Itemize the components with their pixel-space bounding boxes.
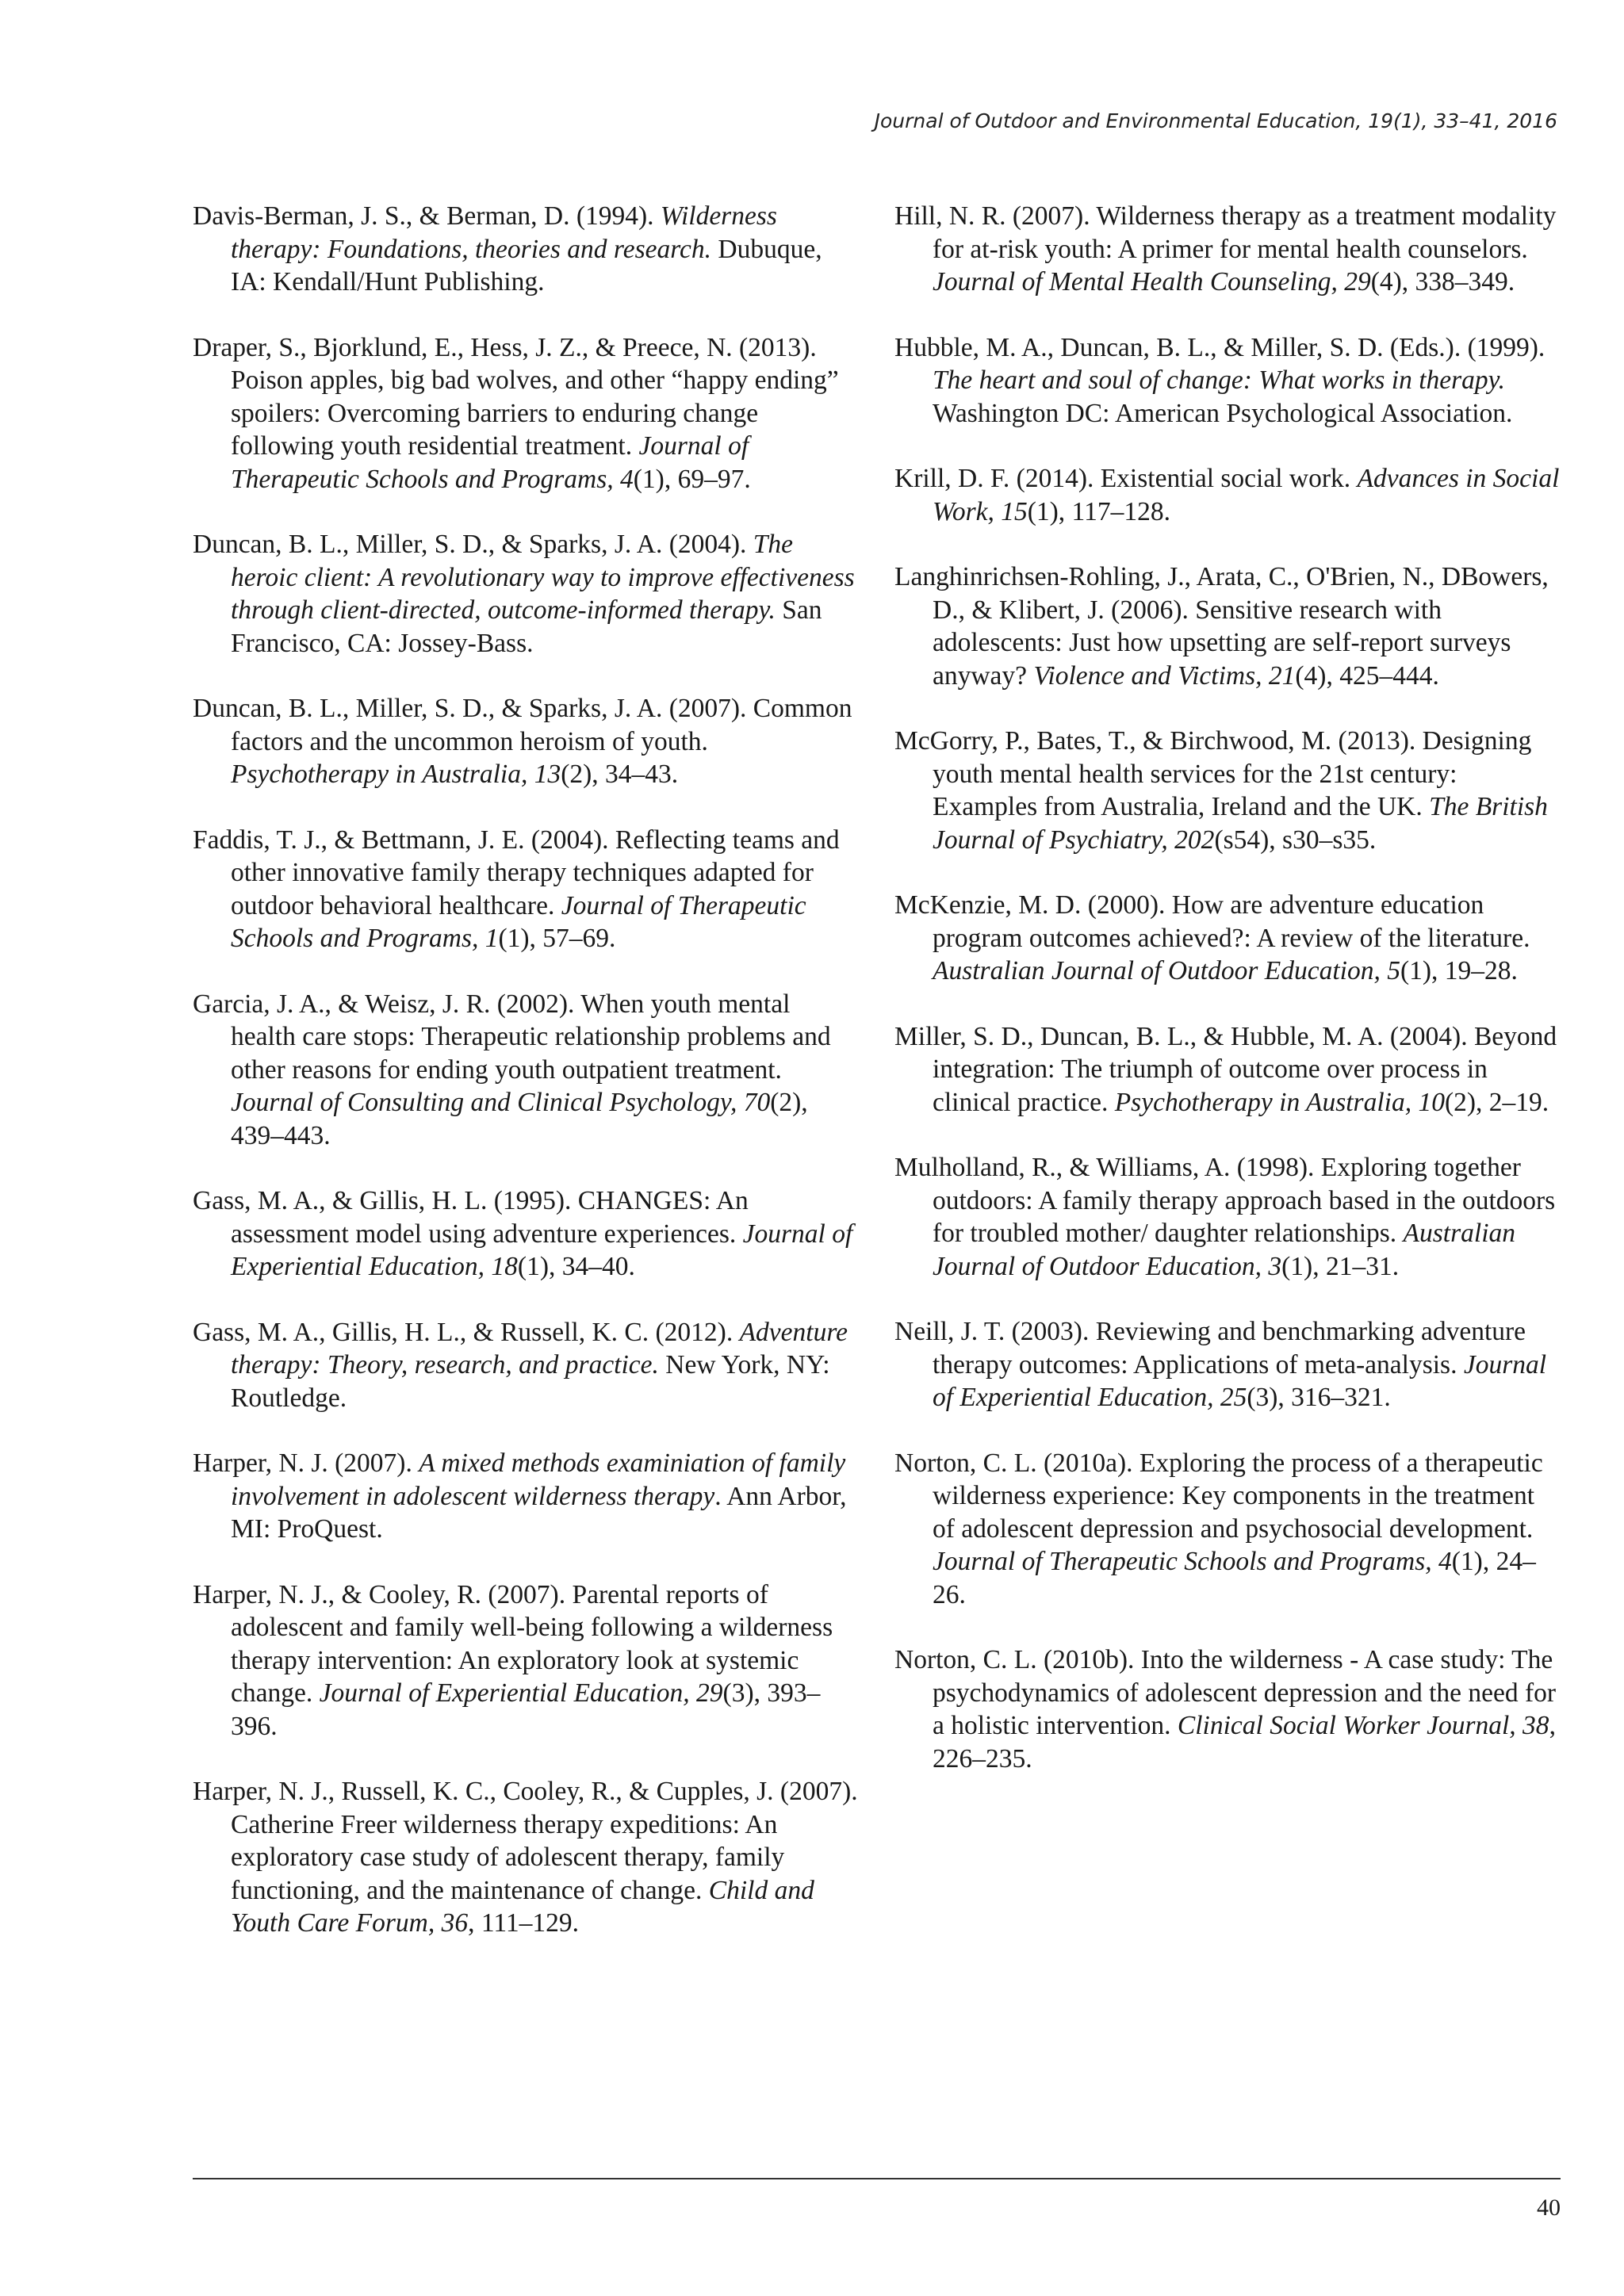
reference-entry	[193, 1184, 860, 1284]
reference-tail: Dubuque, IA: Kendall/Hunt Publishing.	[231, 234, 822, 297]
reference-source-italic: Advances in Social Work, 15	[933, 464, 1560, 526]
reference-tail: San Francisco, CA: Jossey-Bass.	[231, 595, 822, 658]
reference-entry	[894, 200, 1561, 299]
reference-tail: (4), 425–444.	[1295, 660, 1439, 691]
reference-entry	[894, 1315, 1561, 1414]
reference-text: Duncan, B. L., Miller, S. D., & Sparks, J. A. (2004).	[193, 530, 753, 559]
reference-entry	[894, 725, 1561, 856]
reference-entry	[894, 1020, 1561, 1119]
reference-tail: (1), 34–40.	[517, 1252, 635, 1281]
reference-source-italic: Journal of Mental Health Counseling, 29	[933, 267, 1371, 297]
reference-text: Norton, C. L. (2010b). Into the wilderness - A case study: The psychodynamics of adolescent depression and the need for a holistic intervention.	[894, 1645, 1557, 1740]
reference-entry	[193, 1775, 860, 1940]
reference-tail: (1), 57–69.	[498, 924, 616, 953]
reference-tail: Washington DC: American Psychological Association.	[933, 398, 1513, 428]
reference-text: Draper, S., Bjorklund, E., Hess, J. Z., & Preece, N. (2013). Poison apples, big bad wolves, and other “happy ending” spoilers: Overcoming barriers to enduring change following youth residential treatment.	[193, 332, 839, 461]
reference-text: Gass, M. A., & Gillis, H. L. (1995). CHANGES: An assessment model using adventure experiences.	[193, 1186, 749, 1249]
reference-tail: New York, NY: Routledge.	[231, 1350, 830, 1413]
reference-source-italic: Australian Journal of Outdoor Education, 5	[933, 956, 1400, 985]
reference-source-italic: Child and Youth Care Forum, 36	[231, 1875, 814, 1938]
reference-entry	[193, 200, 860, 299]
reference-tail: (1), 21–31.	[1281, 1251, 1400, 1281]
reference-source-italic: Psychotherapy in Australia, 13	[231, 760, 561, 789]
references-left-column	[193, 200, 860, 1973]
reference-source-italic: Australian Journal of Outdoor Education, 3	[933, 1219, 1516, 1281]
reference-text: Gass, M. A., Gillis, H. L., & Russell, K. C. (2012).	[193, 1317, 740, 1347]
reference-entry	[894, 331, 1561, 430]
reference-source-italic: Journal of Therapeutic Schools and Programs, 4	[231, 431, 749, 494]
reference-tail: (1), 24–26.	[933, 1547, 1536, 1609]
reference-entry	[193, 824, 860, 955]
reference-entry	[193, 331, 860, 496]
reference-text: Neill, J. T. (2003). Reviewing and benchmarking adventure therapy outcomes: Applications of meta-analysis.	[894, 1317, 1526, 1380]
reference-entry	[894, 462, 1561, 528]
reference-text: Harper, N. J., Russell, K. C., Cooley, R., & Cupples, J. (2007). Catherine Freer wilderness therapy expeditions: An exploratory case study of adolescent therapy, family functioning, and the maintenance of change.	[193, 1777, 858, 1905]
reference-source-italic: The British Journal of Psychiatry, 202	[933, 792, 1548, 855]
reference-entry	[894, 561, 1561, 692]
reference-source-italic: Clinical Social Worker Journal, 38	[1177, 1711, 1549, 1740]
reference-source-italic: The heroic client: A revolutionary way to improve effectiveness through client-directed, outcome-informed therapy.	[231, 530, 855, 625]
reference-tail: (1), 19–28.	[1400, 956, 1518, 985]
reference-entry	[894, 1151, 1561, 1283]
reference-entry	[193, 1316, 860, 1415]
reference-tail: (4), 338–349.	[1370, 267, 1515, 297]
reference-tail: (2), 2–19.	[1444, 1087, 1549, 1117]
reference-entry	[193, 988, 860, 1153]
reference-text: Harper, N. J. (2007).	[193, 1448, 419, 1478]
reference-entry	[894, 889, 1561, 988]
reference-source-italic: Journal of Experiential Education, 18	[231, 1219, 853, 1281]
reference-text: Harper, N. J., & Cooley, R. (2007). Parental reports of adolescent and family well-being following a wilderness therapy intervention: An exploratory look at systemic change.	[193, 1579, 833, 1708]
reference-tail: (1), 69–97.	[633, 464, 751, 494]
reference-text: Miller, S. D., Duncan, B. L., & Hubble, M. A. (2004). Beyond integration: The triumph of outcome over process in clinical practice.	[894, 1021, 1557, 1117]
reference-source-italic: The heart and soul of change: What works in therapy.	[933, 365, 1506, 395]
reference-source-italic: A mixed methods examiniation of family involvement in adolescent wilderness therapy	[231, 1448, 846, 1511]
reference-entry	[193, 528, 860, 660]
reference-source-italic: Journal of Consulting and Clinical Psychology, 70	[231, 1088, 771, 1117]
reference-text: Hubble, M. A., Duncan, B. L., & Miller, S. D. (Eds.). (1999).	[894, 332, 1545, 362]
reference-tail: , 226–235.	[933, 1711, 1556, 1774]
reference-tail: (2), 34–43.	[561, 760, 679, 789]
running-header: Journal of Outdoor and Environmental Education, 19(1), 33–41, 2016	[874, 109, 1557, 132]
reference-text: Duncan, B. L., Miller, S. D., & Sparks, J. A. (2007). Common factors and the uncommon heroism of youth.	[193, 694, 852, 756]
reference-entry	[894, 1447, 1561, 1612]
reference-source-italic: Journal of Experiential Education, 25	[933, 1349, 1547, 1412]
reference-entry	[193, 692, 860, 791]
reference-entry	[894, 1644, 1561, 1775]
reference-source-italic: Wilderness therapy: Foundations, theories and research.	[231, 201, 777, 264]
reference-text: Hill, N. R. (2007). Wilderness therapy as a treatment modality for at-risk youth: A primer for mental health counselors.	[894, 201, 1557, 264]
reference-tail: (s54), s30–s35.	[1214, 825, 1377, 855]
footer-divider	[193, 2178, 1561, 2179]
reference-text: Garcia, J. A., & Weisz, J. R. (2002). When youth mental health care stops: Therapeutic relationship problems and other reasons for ending youth outpatient treatment.	[193, 989, 831, 1085]
reference-tail: . Ann Arbor, MI: ProQuest.	[231, 1481, 847, 1544]
reference-source-italic: Psychotherapy in Australia, 10	[1114, 1087, 1445, 1117]
reference-entry	[193, 1447, 860, 1546]
reference-text: Faddis, T. J., & Bettmann, J. E. (2004). Reflecting teams and other innovative family therapy techniques adapted for outdoor behavioral healthcare.	[193, 825, 840, 920]
reference-text: Davis-Berman, J. S., & Berman, D. (1994).	[193, 201, 661, 231]
reference-tail: (3), 393–396.	[231, 1678, 821, 1741]
reference-text: McKenzie, M. D. (2000). How are adventure education program outcomes achieved?: A review of the literature.	[894, 890, 1530, 953]
reference-tail: , 111–129.	[468, 1908, 579, 1938]
reference-source-italic: Journal of Therapeutic Schools and Programs, 4	[933, 1547, 1452, 1576]
reference-text: Norton, C. L. (2010a). Exploring the process of a therapeutic wilderness experience: Key components in the treatment of adolescent depression and psychosocial development.	[894, 1448, 1543, 1544]
reference-source-italic: Journal of Experiential Education, 29	[319, 1678, 723, 1708]
reference-tail: (2), 439–443.	[231, 1088, 808, 1150]
reference-tail: (3), 316–321.	[1247, 1383, 1391, 1412]
references-right-column	[894, 200, 1561, 1808]
page-number: 40	[1537, 2195, 1561, 2221]
reference-source-italic: Adventure therapy: Theory, research, and practice.	[231, 1317, 848, 1380]
reference-text: McGorry, P., Bates, T., & Birchwood, M. (2013). Designing youth mental health services for the 21st century: Examples from Australia, Ireland and the UK.	[894, 726, 1532, 821]
reference-source-italic: Journal of Therapeutic Schools and Programs, 1	[231, 890, 806, 953]
reference-entry	[193, 1578, 860, 1743]
reference-source-italic: Violence and Victims, 21	[1033, 660, 1296, 691]
reference-tail: (1), 117–128.	[1027, 496, 1170, 526]
reference-text: Krill, D. F. (2014). Existential social work.	[894, 464, 1358, 493]
reference-text: Langhinrichsen-Rohling, J., Arata, C., O'Brien, N., DBowers, D., & Klibert, J. (2006). Sensitive research with adolescents: Just how upsetting are self-report surveys anyway?	[894, 562, 1549, 691]
reference-text: Mulholland, R., & Williams, A. (1998). Exploring together outdoors: A family therapy approach based in the outdoors for troubled mother/ daughter relationships.	[894, 1153, 1556, 1248]
